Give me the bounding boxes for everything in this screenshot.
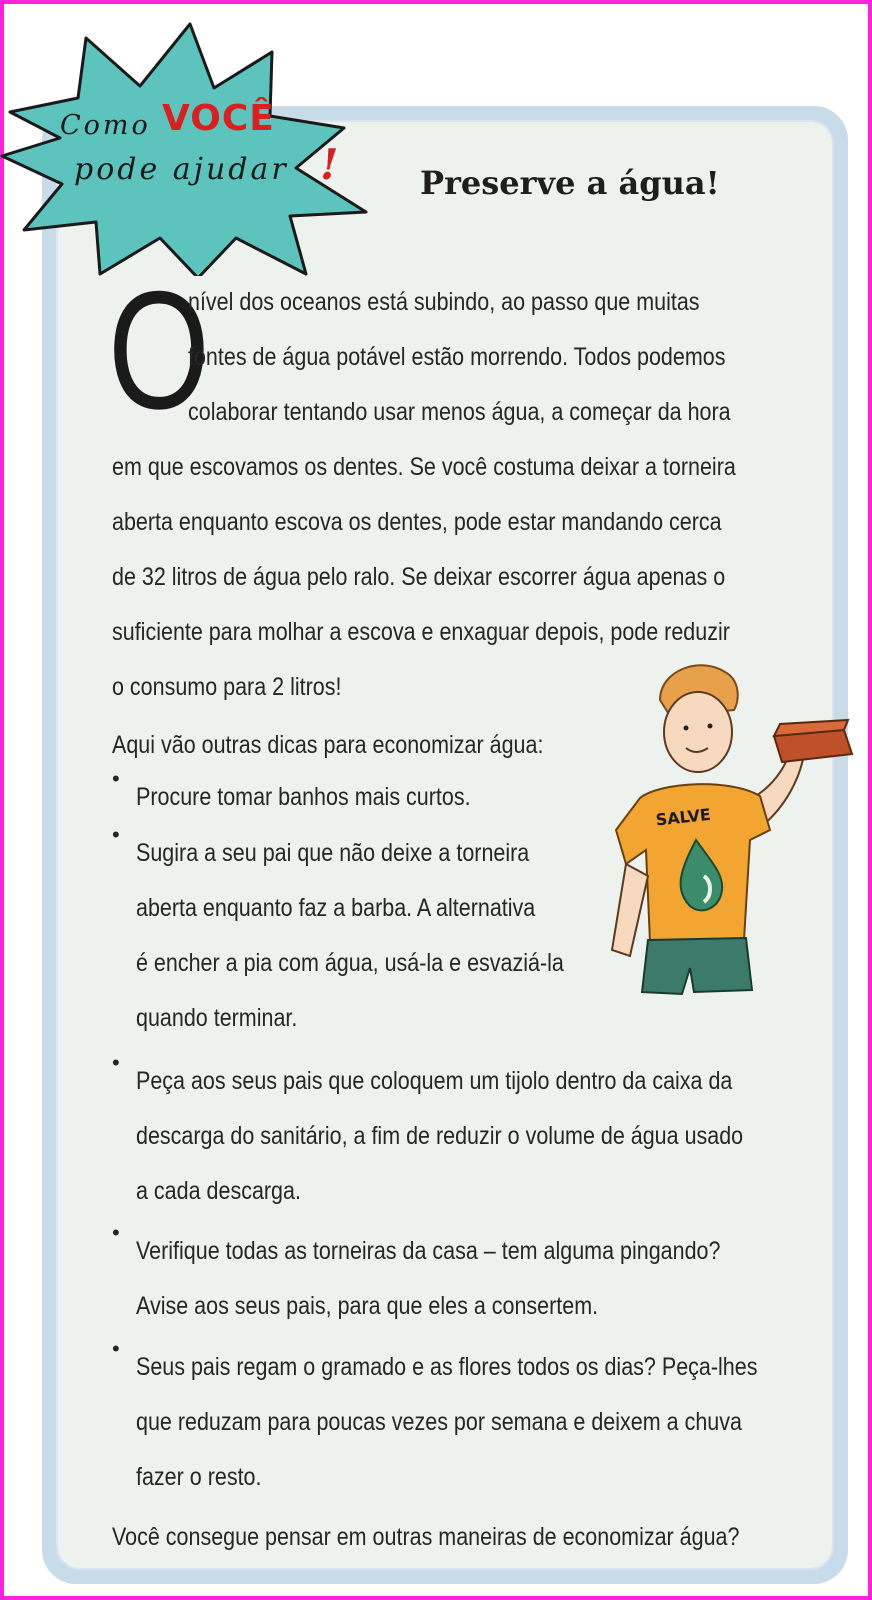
tip-line: que reduzam para poucas vezes por semana e deixem a chuva <box>136 1408 742 1436</box>
badge-como: Como <box>60 110 151 141</box>
tips-heading: Aqui vão outras dicas para economizar água: <box>112 731 544 759</box>
tip-line: é encher a pia com água, usá-la e esvaziá-la <box>136 949 564 977</box>
intro-line: colaborar tentando usar menos água, a começar da hora <box>188 398 731 426</box>
tip-line: Sugira a seu pai que não deixe a torneira <box>136 839 530 867</box>
bullet-icon: • <box>112 1050 120 1075</box>
bullet-icon: • <box>112 1336 120 1361</box>
badge-exclamation: ! <box>320 140 339 189</box>
boy-with-brick-illustration <box>590 650 860 1000</box>
intro-line: suficiente para molhar a escova e enxaguar depois, pode reduzir <box>112 618 730 646</box>
closing-question: Você consegue pensar em outras maneiras de economizar água? <box>112 1523 740 1551</box>
badge-voce: VOCÊ <box>162 98 275 139</box>
tip-line: Avise aos seus pais, para que eles a consertem. <box>136 1292 599 1320</box>
bullet-icon: • <box>112 822 120 847</box>
intro-line: nível dos oceanos está subindo, ao passo que muitas <box>188 288 700 316</box>
brick-icon <box>774 720 852 762</box>
tip-line: Peça aos seus pais que coloquem um tijolo dentro da caixa da <box>136 1067 733 1095</box>
page-title: Preserve a água! <box>420 164 720 202</box>
tip-line: Verifique todas as torneiras da casa – tem alguma pingando? <box>136 1237 721 1265</box>
bullet-icon: • <box>112 766 120 791</box>
tip-line: a cada descarga. <box>136 1177 301 1205</box>
intro-line: de 32 litros de água pelo ralo. Se deixar escorrer água apenas o <box>112 563 726 591</box>
tip-line: quando terminar. <box>136 1004 298 1032</box>
intro-line: em que escovamos os dentes. Se você costuma deixar a torneira <box>112 453 736 481</box>
shirt-label: SALVE <box>654 804 712 830</box>
badge-pode-ajudar: pode ajudar <box>74 152 289 187</box>
tip-line: fazer o resto. <box>136 1463 262 1491</box>
tip-line: Procure tomar banhos mais curtos. <box>136 783 471 811</box>
tip-line: descarga do sanitário, a fim de reduzir o volume de água usado <box>136 1122 744 1150</box>
tip-line: Seus pais regam o gramado e as flores todos os dias? Peça-lhes <box>136 1353 758 1381</box>
intro-line: o consumo para 2 litros! <box>112 673 342 701</box>
intro-line: aberta enquanto escova os dentes, pode estar mandando cerca <box>112 508 722 536</box>
drop-cap: O <box>108 256 210 444</box>
tip-line: aberta enquanto faz a barba. A alternativa <box>136 894 536 922</box>
bullet-icon: • <box>112 1220 120 1245</box>
starburst-shape <box>2 24 366 276</box>
intro-line: fontes de água potável estão morrendo. Todos podemos <box>188 343 726 371</box>
